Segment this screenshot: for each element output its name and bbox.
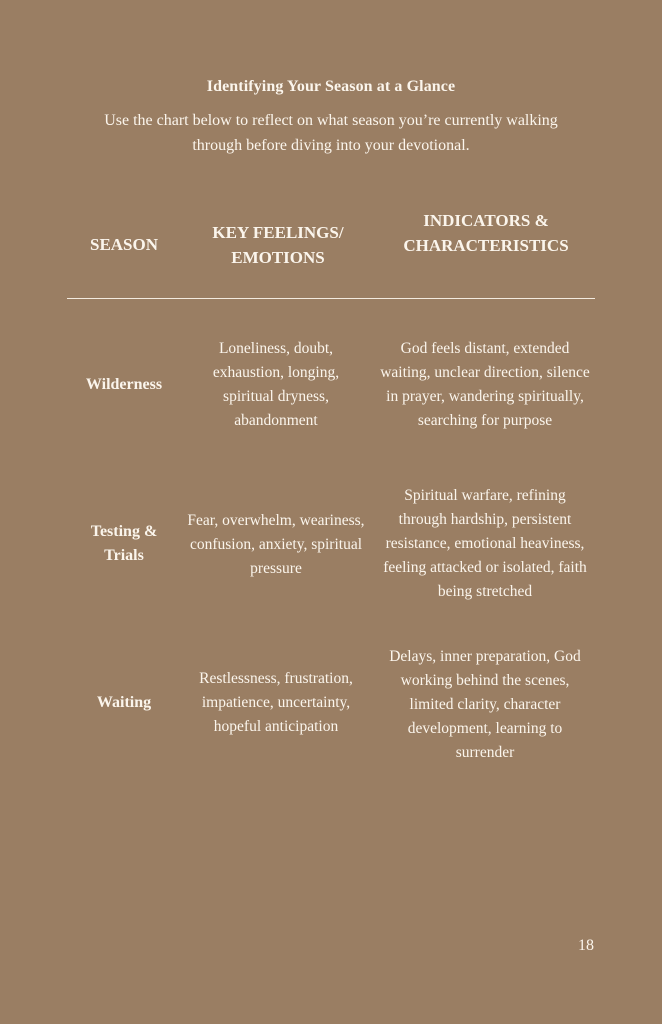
season-cell-wilderness: Wilderness bbox=[85, 376, 163, 393]
feelings-cell-testing-trials: Fear, overwhelm, weariness, confusion, anxiety, spiritual pressure bbox=[187, 512, 365, 577]
feelings-cell-waiting: Restlessness, frustration, impatience, uncertainty, hopeful anticipation bbox=[199, 670, 353, 735]
indicators-cell-testing-trials: Spiritual warfare, refining through hardship, persistent resistance, emotional heaviness, feeling attacked or isolated, faith being stretched bbox=[383, 487, 587, 600]
column-header-indicators-text: INDICATORS & CHARACTERISTICS bbox=[403, 211, 569, 255]
intro-paragraph: Use the chart below to reflect on what season you’re currently walking through before diving into your devotional. bbox=[104, 112, 558, 154]
feelings-cell-wilderness: Loneliness, doubt, exhaustion, longing, spiritual dryness, abandonment bbox=[212, 340, 340, 429]
season-cell-waiting: Waiting bbox=[96, 694, 152, 711]
column-header-season: SEASON bbox=[89, 235, 159, 254]
column-header-feelings-text: KEY FEELINGS/ EMOTIONS bbox=[212, 223, 344, 267]
column-header-feelings bbox=[190, 220, 366, 270]
indicators-cell-waiting: Delays, inner preparation, God working behind the scenes, limited clarity, character development, learning to surrender bbox=[389, 648, 581, 761]
header-divider bbox=[67, 298, 595, 299]
column-header-indicators bbox=[382, 208, 590, 258]
page-title: Identifying Your Season at a Glance bbox=[206, 78, 456, 95]
page-number: 18 bbox=[578, 937, 594, 954]
season-cell-testing-trials: Testing & Trials bbox=[90, 523, 158, 564]
indicators-cell-wilderness: God feels distant, extended waiting, unclear direction, silence in prayer, wandering spiritually, searching for purpose bbox=[380, 340, 590, 429]
